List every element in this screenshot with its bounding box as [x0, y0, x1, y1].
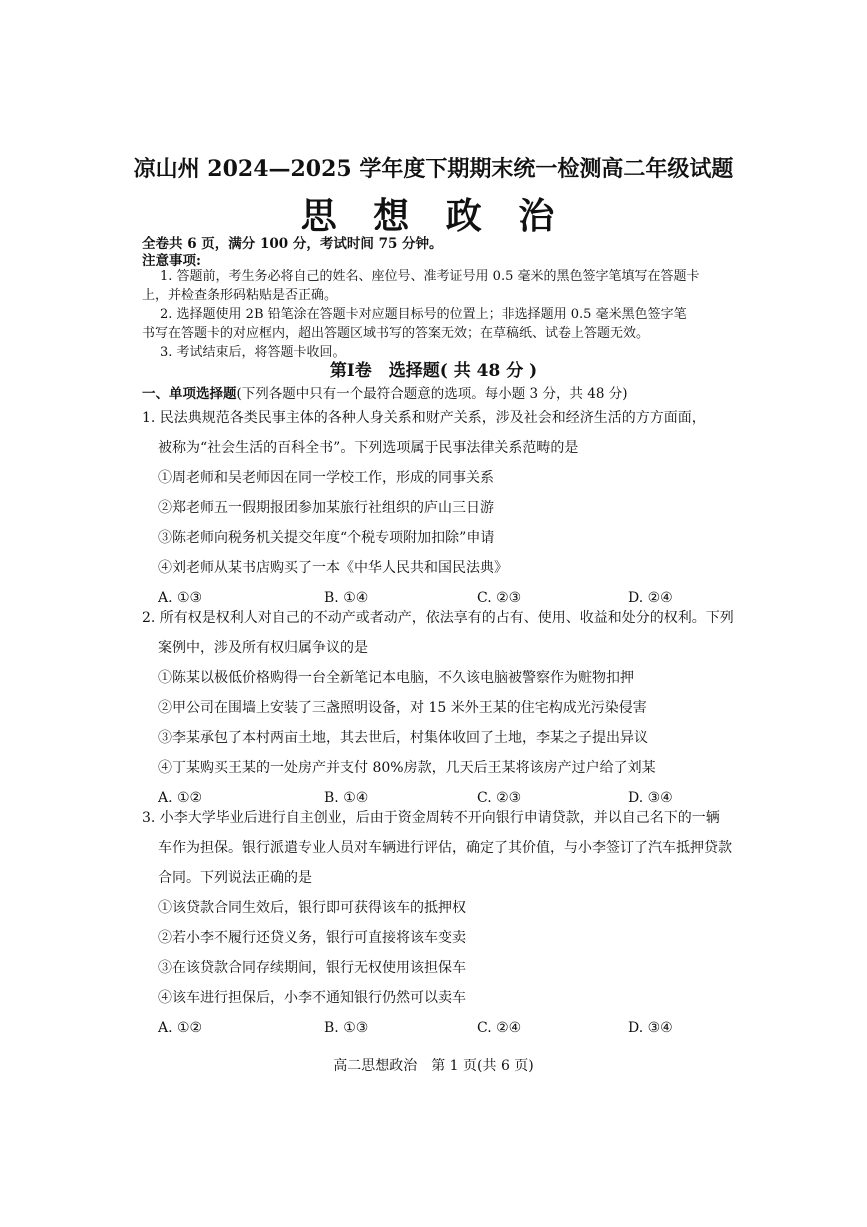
- option-b[interactable]: B. ①④: [324, 790, 369, 806]
- question-stem: 2. 所有权是权利人对自己的不动产或者动产，依法享有的占有、使用、收益和处分的权利。下列: [142, 610, 734, 626]
- notice-line: 3. 考试结束后，将答题卡收回。: [160, 345, 346, 360]
- notice-line: 1. 答题前，考生务必将自己的姓名、座位号、准考证号用 0.5 毫米的黑色签字笔填写在答题卡: [160, 269, 700, 284]
- question-item: ①该贷款合同生效后，银行即可获得该车的抵押权: [158, 900, 466, 916]
- option-c[interactable]: C. ②③: [477, 590, 522, 606]
- option-d[interactable]: D. ③④: [628, 1020, 673, 1036]
- notice-heading: 注意事项:: [142, 253, 201, 269]
- option-c[interactable]: C. ②③: [477, 790, 522, 806]
- notice-line: 书写在答题卡的对应框内，超出答题区域书写的答案无效；在草稿纸、试卷上答题无效。: [142, 326, 650, 341]
- question-2: [142, 603, 767, 813]
- question-item: ②郑老师五一假期报团参加某旅行社组织的庐山三日游: [158, 500, 494, 516]
- question-item: ②甲公司在围墙上安装了三盏照明设备，对 15 米外王某的住宅构成光污染侵害: [158, 700, 647, 716]
- question-item: ④丁某购买王某的一处房产并支付 80%房款，几天后王某将该房产过户给了刘某: [158, 760, 656, 776]
- option-d[interactable]: D. ②④: [628, 590, 673, 606]
- question-3: [142, 803, 767, 1043]
- question-stem: 车作为担保。银行派遣专业人员对车辆进行评估，确定了其价值，与小李签订了汽车抵押贷款: [158, 840, 732, 856]
- exam-info: 全卷共 6 页，满分 100 分，考试时间 75 分钟。: [142, 236, 443, 252]
- notice-line: 2. 选择题使用 2B 铅笔涂在答题卡对应题目标号的位置上；非选择题用 0.5 毫米黑色签字笔: [160, 307, 687, 322]
- question-item: ③在该贷款合同存续期间，银行无权使用该担保车: [158, 960, 466, 976]
- option-a[interactable]: A. ①②: [158, 790, 203, 806]
- question-1: [142, 403, 767, 613]
- question-stem: 被称为“社会生活的百科全书”。下列选项属于民事法律关系范畴的是: [158, 440, 579, 456]
- option-b[interactable]: B. ①④: [324, 590, 369, 606]
- question-stem: 3. 小李大学毕业后进行自主创业，后由于资金周转不开向银行申请贷款，并以自己名下的一辆: [142, 810, 720, 826]
- exam-title: 凉山州 2024—2025 学年度下期期末统一检测高二年级试题: [133, 156, 734, 182]
- option-b[interactable]: B. ①③: [324, 1020, 369, 1036]
- page-footer: 高二思想政治 第 1 页(共 6 页): [333, 1058, 534, 1074]
- subject-title: 思 想 政 治: [300, 195, 567, 237]
- section-heading: 第Ⅰ卷 选择题( 共 48 分 ): [329, 361, 538, 381]
- question-item: ③李某承包了本村两亩土地，其去世后，村集体收回了土地，李某之子提出异议: [158, 730, 648, 746]
- question-item: ③陈老师向税务机关提交年度“个税专项附加扣除”申请: [158, 530, 495, 546]
- question-item: ④刘老师从某书店购买了一本《中华人民共和国民法典》: [158, 560, 508, 576]
- question-item: ①陈某以极低价格购得一台全新笔记本电脑，不久该电脑被警察作为赃物扣押: [158, 670, 634, 686]
- question-stem: 1. 民法典规范各类民事主体的各种人身关系和财产关系，涉及社会和经济生活的方方面面，: [142, 410, 706, 426]
- question-stem: 合同。下列说法正确的是: [158, 870, 312, 886]
- option-a[interactable]: A. ①③: [158, 590, 203, 606]
- notice-line: 上，并检查条形码粘贴是否正确。: [142, 288, 338, 303]
- question-stem: 案例中，涉及所有权归属争议的是: [158, 640, 368, 656]
- option-a[interactable]: A. ①②: [158, 1020, 203, 1036]
- answer-options: [142, 1013, 767, 1043]
- option-c[interactable]: C. ②④: [477, 1020, 522, 1036]
- option-d[interactable]: D. ③④: [628, 790, 673, 806]
- question-item: ②若小李不履行还贷义务，银行可直接将该车变卖: [158, 930, 466, 946]
- question-item: ④该车进行担保后，小李不通知银行仍然可以卖车: [158, 990, 466, 1006]
- part-label: 一、单项选择题: [142, 386, 237, 402]
- part-desc: (下列各题中只有一个最符合题意的选项。每小题 3 分，共 48 分): [236, 386, 628, 402]
- part-heading: [142, 382, 627, 402]
- question-item: ①周老师和吴老师因在同一学校工作，形成的同事关系: [158, 470, 494, 486]
- notice-block: [142, 267, 762, 362]
